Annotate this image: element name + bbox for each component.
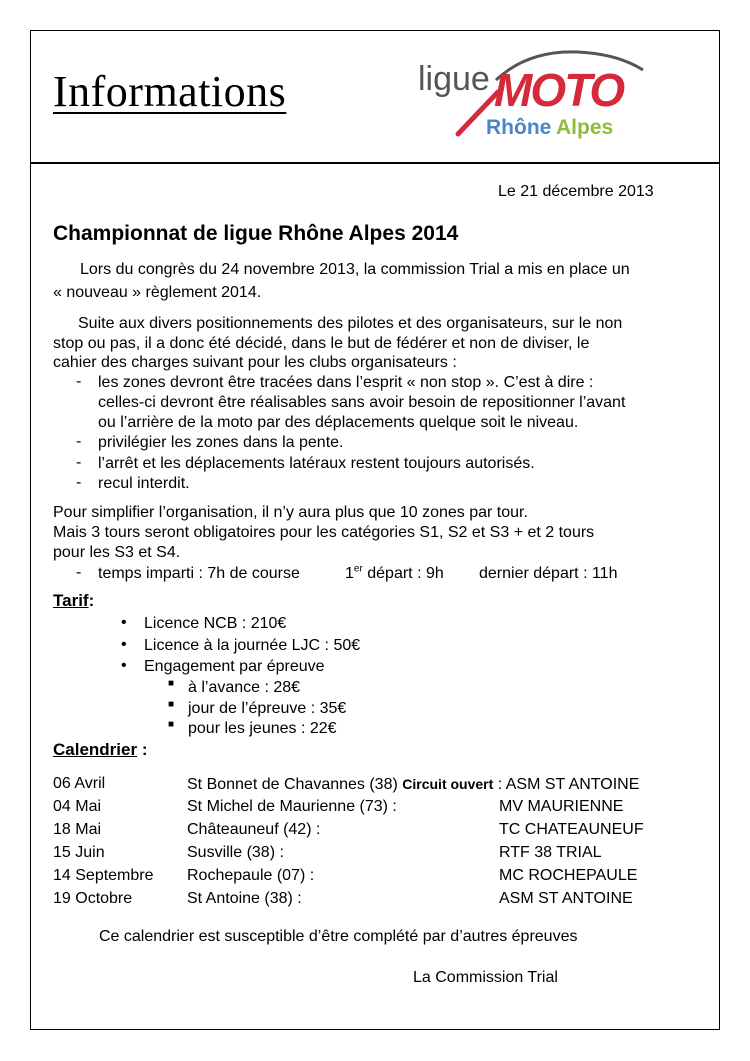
calendar-row-club: MV MAURIENNE: [499, 798, 624, 815]
page-title: Informations: [53, 67, 287, 116]
header-divider: [30, 162, 720, 164]
calendar-heading-label: Calendrier: [53, 740, 138, 759]
bullet-square: ■: [168, 699, 175, 710]
org-line-2: Mais 3 tours seront obligatoires pour les catégories S1, S2 et S3 + et 2 tours: [53, 524, 595, 541]
intro-line-2: « nouveau » règlement 2014.: [53, 284, 262, 301]
calendar-row-date: 04 Mai: [53, 798, 102, 815]
bullet-dot: •: [121, 614, 127, 631]
dash-bullet: -: [76, 433, 82, 450]
calendar-row-place: Susville (38) :: [187, 844, 284, 861]
calendar-row-place: St Michel de Maurienne (73) :: [187, 798, 397, 815]
logo-word-moto: MOTO: [494, 64, 624, 116]
dash-bullet: -: [76, 564, 82, 581]
timing-first-label: départ : 9h: [362, 565, 444, 582]
calendar-row-place: [187, 774, 639, 795]
calendar-row-place: Rochepaule (07) :: [187, 867, 315, 884]
rule-3: l’arrêt et les déplacements latéraux restent toujours autorisés.: [98, 455, 535, 472]
rule-1-line-2: celles-ci devront être réalisables sans avoir besoin de repositionner l’avant: [98, 394, 626, 411]
timing-last-start: dernier départ : 11h: [479, 565, 618, 582]
rule-1-line-1: les zones devront être tracées dans l’esprit « non stop ». C’est à dire :: [98, 374, 594, 391]
para2-line-1: Suite aux divers positionnements des pilotes et des organisateurs, sur le non: [78, 315, 623, 332]
para2-line-3: cahier des charges suivant pour les clubs organisateurs :: [53, 354, 457, 371]
org-line-3: pour les S3 et S4.: [53, 544, 181, 561]
calendar-row-date: 19 Octobre: [53, 890, 133, 907]
calendar-row-club: RTF 38 TRIAL: [499, 844, 602, 861]
calendar-heading-colon: :: [137, 740, 148, 759]
logo-word-rhone: Rhône: [486, 116, 552, 139]
calendar-row-date: 15 Juin: [53, 844, 105, 861]
calendar-row-date: 14 Septembre: [53, 867, 154, 884]
tarif-item-1: Licence NCB : 210€: [144, 615, 287, 632]
para2-line-2: stop ou pas, il a donc été décidé, dans le but de fédérer et non de diviser, le: [53, 335, 590, 352]
tarif-item-2: Licence à la journée LJC : 50€: [144, 637, 361, 654]
calendar-row-club: TC CHATEAUNEUF: [499, 821, 644, 838]
logo-word-alpes: Alpes: [556, 116, 614, 139]
timing-first-number: 1: [345, 565, 354, 582]
tarif-sub-item-1: à l’avance : 28€: [188, 679, 301, 696]
org-line-1: Pour simplifier l’organisation, il n’y aura plus que 10 zones par tour.: [53, 504, 528, 521]
timing-first-sup: er: [353, 563, 363, 575]
bullet-dot: •: [121, 636, 127, 653]
bullet-dot: •: [121, 657, 127, 674]
calendar-row-place: Châteauneuf (42) :: [187, 821, 321, 838]
calendar-row-place-text: St Bonnet de Chavannes (38): [187, 776, 398, 793]
tarif-heading-label: Tarif: [53, 591, 89, 610]
calendar-row-club: : ASM ST ANTOINE: [497, 776, 640, 793]
ligue-moto-logo: [418, 42, 668, 142]
intro-line-1: Lors du congrès du 24 novembre 2013, la commission Trial a mis en place un: [80, 261, 630, 278]
tarif-sub-item-2: jour de l’épreuve : 35€: [188, 700, 347, 717]
bullet-square: ■: [168, 719, 175, 730]
dash-bullet: -: [76, 454, 82, 471]
tarif-heading: [53, 591, 94, 612]
timing-duration: temps imparti : 7h de course: [98, 565, 300, 582]
tarif-heading-colon: :: [88, 591, 95, 610]
logo-word-ligue: ligue: [418, 60, 490, 98]
main-heading: Championnat de ligue Rhône Alpes 2014: [53, 222, 459, 245]
rule-1-line-3: ou l’arrière de la moto par des déplacements quelque soit le niveau.: [98, 414, 579, 431]
tarif-sub-item-3: pour les jeunes : 22€: [188, 720, 337, 737]
rule-4: recul interdit.: [98, 475, 190, 492]
calendar-row-club: ASM ST ANTOINE: [499, 890, 633, 907]
tarif-item-3: Engagement par épreuve: [144, 658, 325, 675]
dash-bullet: -: [76, 474, 82, 491]
document-date: Le 21 décembre 2013: [498, 183, 654, 200]
timing-first-start: [345, 564, 444, 584]
bullet-square: ■: [168, 678, 175, 689]
calendar-row-date: 18 Mai: [53, 821, 102, 838]
signature: La Commission Trial: [413, 969, 558, 986]
calendar-footnote: Ce calendrier est susceptible d’être complété par d’autres épreuves: [99, 928, 578, 945]
rule-2: privilégier les zones dans la pente.: [98, 434, 344, 451]
calendar-row-place: St Antoine (38) :: [187, 890, 302, 907]
calendar-row-date: 06 Avril: [53, 775, 106, 792]
calendar-row-club: MC ROCHEPAULE: [499, 867, 638, 884]
dash-bullet: -: [76, 373, 82, 390]
calendar-row-note: Circuit ouvert: [402, 776, 494, 792]
calendar-heading: [53, 740, 147, 761]
